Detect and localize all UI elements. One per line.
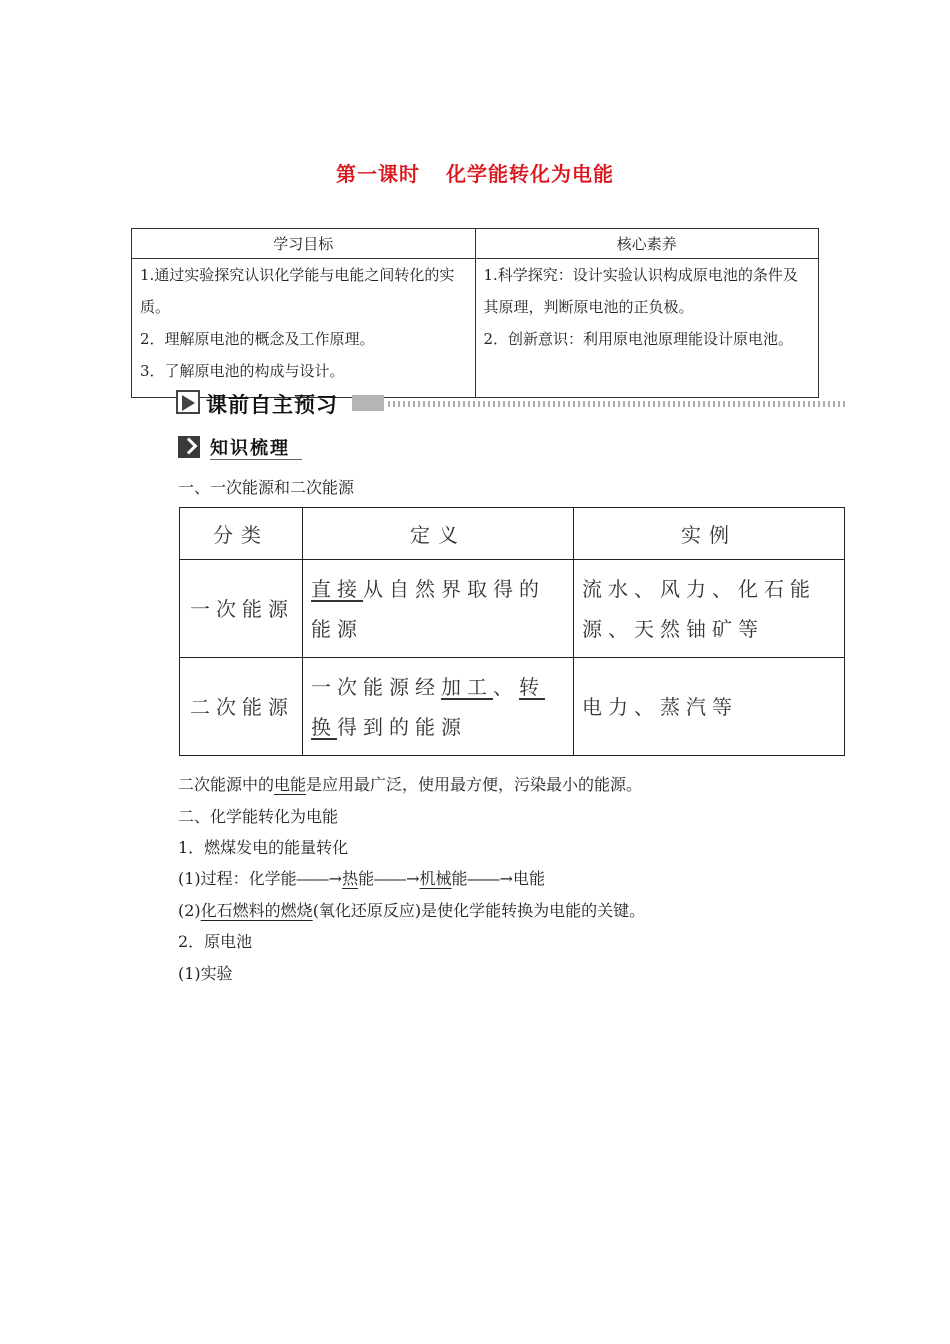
- separator: 、: [493, 674, 519, 699]
- energy-header-category: 分类: [180, 508, 303, 560]
- energy-example: 电力、蒸汽等: [574, 658, 845, 756]
- item-1: 1．燃煤发电的能量转化: [178, 838, 349, 857]
- section-banner: [176, 388, 848, 416]
- process-line: [178, 866, 545, 889]
- item-2: 2．原电池: [178, 932, 253, 951]
- energy-definition: [303, 658, 574, 756]
- fill-in-answer: 机械: [419, 869, 452, 888]
- fill-in-answer: 化石燃料的燃烧: [200, 901, 313, 920]
- banner-dotted-rule: [388, 401, 848, 407]
- process-text: (1)过程：化学能: [178, 869, 297, 888]
- note-text: 二次能源中的: [178, 775, 275, 794]
- play-arrow-icon: [176, 390, 200, 414]
- page-title: [0, 158, 950, 187]
- section-2-heading: 二、化学能转化为电能: [178, 807, 339, 826]
- table-row: [180, 658, 845, 756]
- goals-left-cell: [132, 259, 476, 398]
- literacy-item: 1.科学探究：设计实验认识构成原电池的条件及其原理，判断原电池的正负极。: [483, 266, 798, 316]
- burn-line: [178, 898, 645, 921]
- energy-example: 流水、风力、化石能源、天然铀矿等: [574, 560, 845, 658]
- goals-table: [131, 228, 819, 398]
- energy-header-definition: 定义: [303, 508, 574, 560]
- banner-gray-block: [352, 395, 384, 411]
- burn-text: (氧化还原反应)是使化学能转换为电能的关键。: [312, 901, 646, 920]
- goal-item: 2．理解原电池的概念及工作原理。: [140, 330, 375, 348]
- goals-header-right: 核心素养: [475, 229, 819, 259]
- energy-category: 一次能源: [180, 560, 303, 658]
- fill-in-answer: 电能: [274, 775, 307, 794]
- energy-category: 二次能源: [180, 658, 303, 756]
- literacy-item: 2．创新意识：利用原电池原理能设计原电池。: [483, 330, 794, 348]
- energy-table: [179, 507, 845, 756]
- fill-in-answer: 加工: [441, 674, 493, 699]
- subheading-text: 知识梳理: [210, 438, 290, 459]
- fill-in-answer: 转换: [311, 674, 545, 739]
- corner-arrow-icon: [178, 436, 200, 458]
- fill-in-answer: 热: [342, 869, 359, 888]
- note-line: [178, 772, 642, 795]
- goals-header-left: 学习目标: [132, 229, 476, 259]
- process-text: 电能: [512, 869, 545, 888]
- arrow-icon: ――→: [296, 869, 343, 888]
- definition-text: 从自然界取得的能源: [311, 576, 545, 641]
- goal-item: 3．了解原电池的构成与设计。: [140, 362, 345, 380]
- process-text: 能: [451, 869, 468, 888]
- subheading-underline: [210, 459, 302, 460]
- process-text: 能: [358, 869, 375, 888]
- note-text: 是应用最广泛，使用最方便，污染最小的能源。: [306, 775, 643, 794]
- arrow-icon: ――→: [467, 869, 513, 888]
- table-row: [180, 560, 845, 658]
- arrow-icon: ――→: [374, 869, 420, 888]
- title-topic: 化学能转化为电能: [446, 162, 614, 186]
- definition-text: 一次能源经: [311, 674, 441, 699]
- section-1-heading: 一、一次能源和二次能源: [178, 478, 355, 497]
- banner-text: 课前自主预习: [206, 393, 338, 417]
- item-2-1: (1)实验: [178, 964, 233, 983]
- goal-item: 1.通过实验探究认识化学能与电能之间转化的实质。: [140, 266, 455, 316]
- definition-text: 得到的能源: [337, 714, 467, 739]
- energy-header-example: 实例: [574, 508, 845, 560]
- goals-right-cell: [475, 259, 819, 398]
- fill-in-answer: 直接: [311, 576, 363, 601]
- burn-text: (2): [178, 901, 201, 920]
- energy-definition: [303, 560, 574, 658]
- title-lesson: 第一课时: [336, 162, 420, 186]
